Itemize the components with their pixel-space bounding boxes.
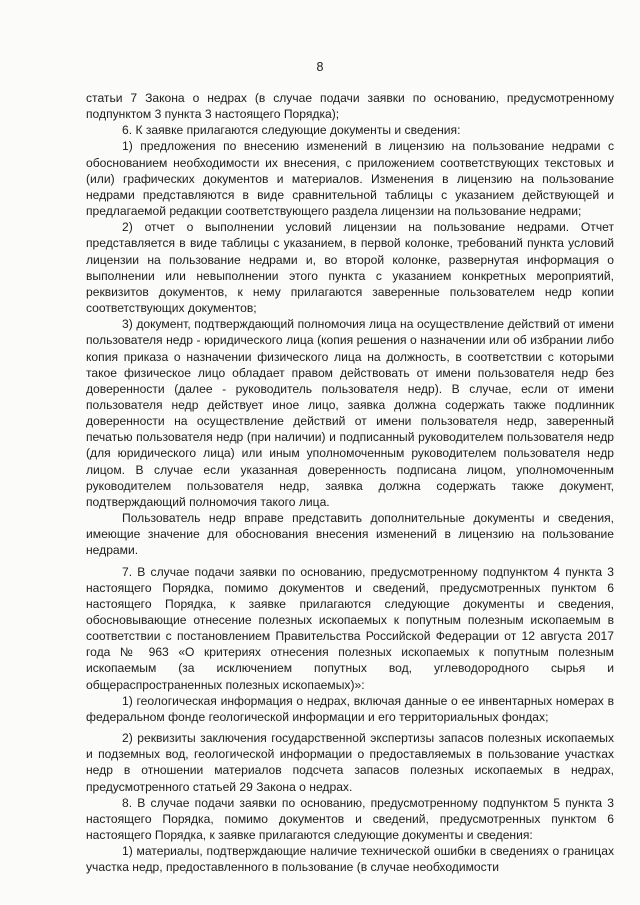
paragraph-item-8-1: 1) материалы, подтверждающие наличие технической ошибки в сведениях о границах участка недр, предоставленного в пользование (в случае необходимости [86, 844, 614, 875]
paragraph-item-7-2: 2) реквизиты заключения государственной экспертизы запасов полезных ископаемых и подземных вод, геологической информации о предоставляемых в пользование участках недр в отношении материалов подсчета запасов полезных ископаемых в недрах, предусмотренного статьей 29 Закона о недрах. [86, 731, 614, 794]
paragraph-additional-documents: Пользователь недр вправе представить дополнительные документы и сведения, имеющие значение для обоснования внесения изменений в лицензию на пользование недрами. [86, 511, 614, 558]
page-number: 8 [316, 60, 324, 74]
paragraph-continuation: статьи 7 Закона о недрах (в случае подачи заявки по основанию, предусмотренному подпунктом 3 пункта 3 настоящего Порядка); [86, 91, 614, 122]
paragraph-item-7: 7. В случае подачи заявки по основанию, предусмотренному подпунктом 4 пункта 3 настоящего Порядка, помимо документов и сведений, предусмотренных пунктом 6 настоящего Порядка, к заявке прилагаются следующие документы и сведения, обосновывающие отнесение полезных ископаемых к попутным полезным ископаемым в соответствии с постановлением Правительства Российской Федерации от 12 августа 2017 года № 963 «О критериях отнесения полезных ископаемых к попутным полезным ископаемым (за исключением попутных вод, углеводородного сырья и общераспространенных полезных ископаемых)»: [86, 564, 614, 692]
paragraph-item-6-2: 2) отчет о выполнении условий лицензии на пользование недрами. Отчет представляется в виде таблицы с указанием, в первой колонке, требований пункта условий лицензии на пользование недрами и, во второй колонке, развернутая информация о выполнении или невыполнении этого пункта с указанием конкретных мероприятий, реквизитов документов, к нему прилагаются заверенные пользователем недр копии соответствующих документов; [86, 220, 614, 316]
paragraph-item-6: 6. К заявке прилагаются следующие документы и сведения: [122, 123, 461, 138]
paragraph-item-6-1: 1) предложения по внесению изменений в лицензию на пользование недрами с обоснованием необходимости их внесения, с приложением соответствующих текстовых и (или) графических документов и материалов. Изменения в лицензию на пользование недрами представляются в виде сравнительной таблицы с указанием действующей и предлагаемой редакции соответствующего раздела лицензии на пользование недрами; [86, 139, 614, 219]
paragraph-item-6-3: 3) документ, подтверждающий полномочия лица на осуществление действий от имени пользователя недр - юридического лица (копия решения о назначении или об избрании либо копия приказа о назначении физического лица на должность, в соответствии с которыми такое физическое лицо обладает правом действовать от имени пользователя недр без доверенности (далее - руководитель пользователя недр). В случае, если от имени пользователя недр действует иное лицо, заявка должна содержать также подлинник доверенности на осуществление действий от имени пользователя недр, заверенный печатью пользователя недр (при наличии) и подписанный руководителем пользователя недр (для юридического лица) или иным уполномоченным руководителем пользователя недр лицом. В случае если указанная доверенность подписана лицом, уполномоченным руководителем пользователя недр, заявка должна содержать также документ, подтверждающий полномочия такого лица. [86, 317, 614, 509]
document-body [86, 90, 614, 876]
paragraph-item-7-1: 1) геологическая информация о недрах, включая данные о ее инвентарных номерах в федеральном фонде геологической информации и его территориальных фондах; [86, 693, 614, 724]
paragraph-item-8: 8. В случае подачи заявки по основанию, предусмотренному подпунктом 5 пункта 3 настоящего Порядка, помимо документов и сведений, предусмотренных пунктом 6 настоящего Порядка, к заявке прилагаются следующие документы и сведения: [86, 795, 614, 843]
